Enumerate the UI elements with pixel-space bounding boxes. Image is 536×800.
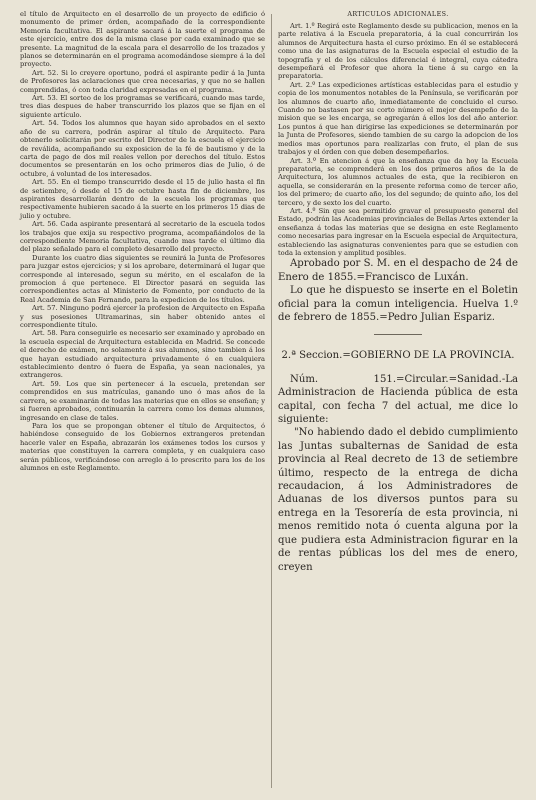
article-54: Art. 54. Todos los alumnos que hayan sido aprobados en el sexto año de su carrera, podrán aspirar al título de Arquitecto. Para obtenerlo solicitarán por escrito del Director de la escuela el ejercicio de reválida, acompañando su exposicion de la fé de bautismo y de la carta de pago de dos mil reales vellon por derechos del título. Estos documentos se presentarán en los ocho primeros dias de Julio, ó de octubre, á voluntad de los interesados. bbox=[20, 119, 265, 178]
circular-intro: Núm. 151.=Circular.=Sanidad.-La Administracion de Hacienda pública de esta capital, con fecha 7 del actual, me dice lo siguiente: bbox=[278, 373, 518, 426]
article-59: Art. 59. Los que sin pertenecer á la escuela, pretendan ser comprendidos en sus matrículas, ganando uno ó mas años de la carrera, se examinarán de todas las materias que en ellos se enseñan; y si fueren aprobados, continuarán la carrera como los demas alumnos, ingresando en clase de tales. bbox=[20, 379, 265, 422]
publication-note: Lo que he dispuesto se inserte en el Boletin oficial para la comun inteligencia. Huelva 1.º de febrero de 1855.=Pedro Julian Espariz. bbox=[278, 285, 518, 323]
article-52: Art. 52. Si lo creyere oportuno, podrá el aspirante pedir á la Junta de Profesores las aclaraciones que crea necesarias, y que no se hallen comprendidas, ó con toda claridad expresadas en el programa. bbox=[20, 68, 265, 94]
separator-line bbox=[374, 334, 422, 335]
circular-quote: "No habiendo dado el debido cumplimiento las Juntas subalternas de Sanidad de esta provincia al Real decreto de 13 de setiembre último, respecto de la entrega de dicha recaudacion, á los Administradores de Aduanas de los diversos puntos para su entrega en la Tesorería de esta provincia, ni menos remitido nota ó cuenta alguna por la que pudiera esta Administracion figurar en la de rentas públicas los del mes de enero, creyen bbox=[278, 427, 518, 573]
additional-article-1: Art. 1.º Regirá este Reglamento desde su publicacion, menos en la parte relativa á la Escuela preparatoria, á la cual concurrirán los alumnos de Arquitectura hasta el curso próximo. En él se establecerá como una de las asignaturas de la Escuela especial el estudio de la topografía y el de los cálculos diferencial é integral, cuya cátedra desempeñará el Profesor que ahora la tiene á su cargo en la preparatoria. bbox=[278, 22, 518, 81]
paragraph: el título de Arquitecto en el desarrollo de un proyecto de edificio ó monumento de primer órden, acompañado de la correspondiente Memoria facultativa. El aspirante sacará á la suerte el programa de este ejercicio, entre dos de la misma clase por cada examinado que se presente. La magnitud de la escala para el desarrollo de los trazados y planos se determinarán en el programa acomodándose siempre á la del proyecto. bbox=[20, 10, 265, 69]
additional-article-2: Art. 2.º Las expediciones artísticas establecidas para el estudio y copia de los monumentos notables de la Península, se verificarán por los alumnos de cuarto año, inmediatamente de concluido el curso. Cuando no bastasen por su corto número el mejor desempeño de la mision que se les encarga, se agregarán á ellos los del año anterior. Los puntos á que han dirigirse las expediciones se determinarán por la Junta de Profesores, siendo tambien de su cargo la adopcion de los medios mas oportunos para realizarlas con fruto, el plan de sus trabajos y el órden con que deben desempeñarlos. bbox=[278, 80, 518, 157]
article-56: Art. 56. Cada aspirante presentará al secretario de la escuela todos los trabajos que exija su respectivo programa, acompañándolos de la correspondiente Memoria facultativa, cuando mas tarde el último dia del plazo señalado para el completo desarrollo del proyecto. bbox=[20, 220, 265, 254]
approval-note: Aprobado por S. M. en el despacho de 24 de Enero de 1855.=Francisco de Luxán. bbox=[278, 258, 518, 283]
large-text-block bbox=[278, 257, 518, 574]
column-divider bbox=[271, 14, 272, 788]
additional-article-3: Art. 3.º En atencion á que la enseñanza que da hoy la Escuela preparatoria, se comprenderá en los dos primeros años de la de Arquitectura, los alumnos actuales de esta, que la recibieron en aquella, se considerarán en la presente reforma como de tercer año, los del primero; de cuarto año, los del segundo; de quinto año, los del tercero, y de sexto los del cuarto. bbox=[278, 156, 518, 207]
article-57: Art. 57. Ninguno podrá ejercer la profesion de Arquitecto en España y sus posesiones Ultramarinas, sin haber obtenido antes el correspondiente título. bbox=[20, 304, 266, 330]
article-55: Art. 55. En el tiempo transcurrido desde el 15 de julio hasta el fin de setiembre, ó desde el 15 de octubre hasta fin de diciembre, los aspirantes desarrollarán dentro de la escuela los programas que respectivamente hubieren sacado á la suerte en los primeros 15 dias de julio y octubre. bbox=[20, 178, 265, 220]
additional-article-4: Art. 4.º Sin que sea permitido gravar el presupuesto general del Estado, podrán las Academias provinciales de Bellas Artes extender la enseñanza á todas las materias que se designa en este Reglamento como necesarias para ingresar en la Escuela especial de Arquitectura, estableciendo las asignaturas convenientes para que se estudien con toda la extension y amplitud posibles. bbox=[278, 206, 518, 257]
section-title: 2.ª Seccion.=GOBIERNO DE LA PROVINCIA. bbox=[281, 350, 515, 362]
right-column bbox=[278, 10, 518, 574]
paragraph: Durante los cuatro dias siguientes se reunirá la Junta de Profesores para juzgar estos ejercicios; y si los aprobare, determinará el lugar que corresponde al interesado, segun su mérito, en el escalafon de la promocion á que pertenece. El Director pasará en seguida las correspondientes actas al Ministerio de Fomento, por conducto de la Real Academia de San Fernando, para la expedicion de los títulos. bbox=[20, 253, 265, 304]
article-53: Art. 53. El sorteo de los programas se verificará, cuando mas tarde, tres dias despues de haber transcurrido los plazos que se fijan en el siguiente artículo. bbox=[20, 94, 265, 119]
paragraph: Para los que se propongan obtener el título de Arquitectos, ó habiéndose conseguido de los Gobiernos extrangeros pretendan hacerle valer en España, abrazarán los exámenes todos los cursos y materias que constituyen la carrera completa, y en cualquiera caso serán públicos, verificándose con arreglo á lo prescrito para los de los alumnos en este Reglamento. bbox=[20, 421, 265, 472]
additional-articles-heading: ARTICULOS ADICIONALES. bbox=[347, 10, 449, 18]
article-58: Art. 58. Para conseguirle es necesario ser examinado y aprobado en la escuela especial de Arquitectura establecida en Madrid. Se concede el derecho de exámen, no solamente á sus alumnos, sino tambien á los que hayan estudiado arquitectura privadamente ó en cualquiera establecimiento dentro ó fuera de España, ya sean nacionales, ya extrangeros. bbox=[20, 329, 265, 380]
left-column bbox=[20, 10, 265, 472]
